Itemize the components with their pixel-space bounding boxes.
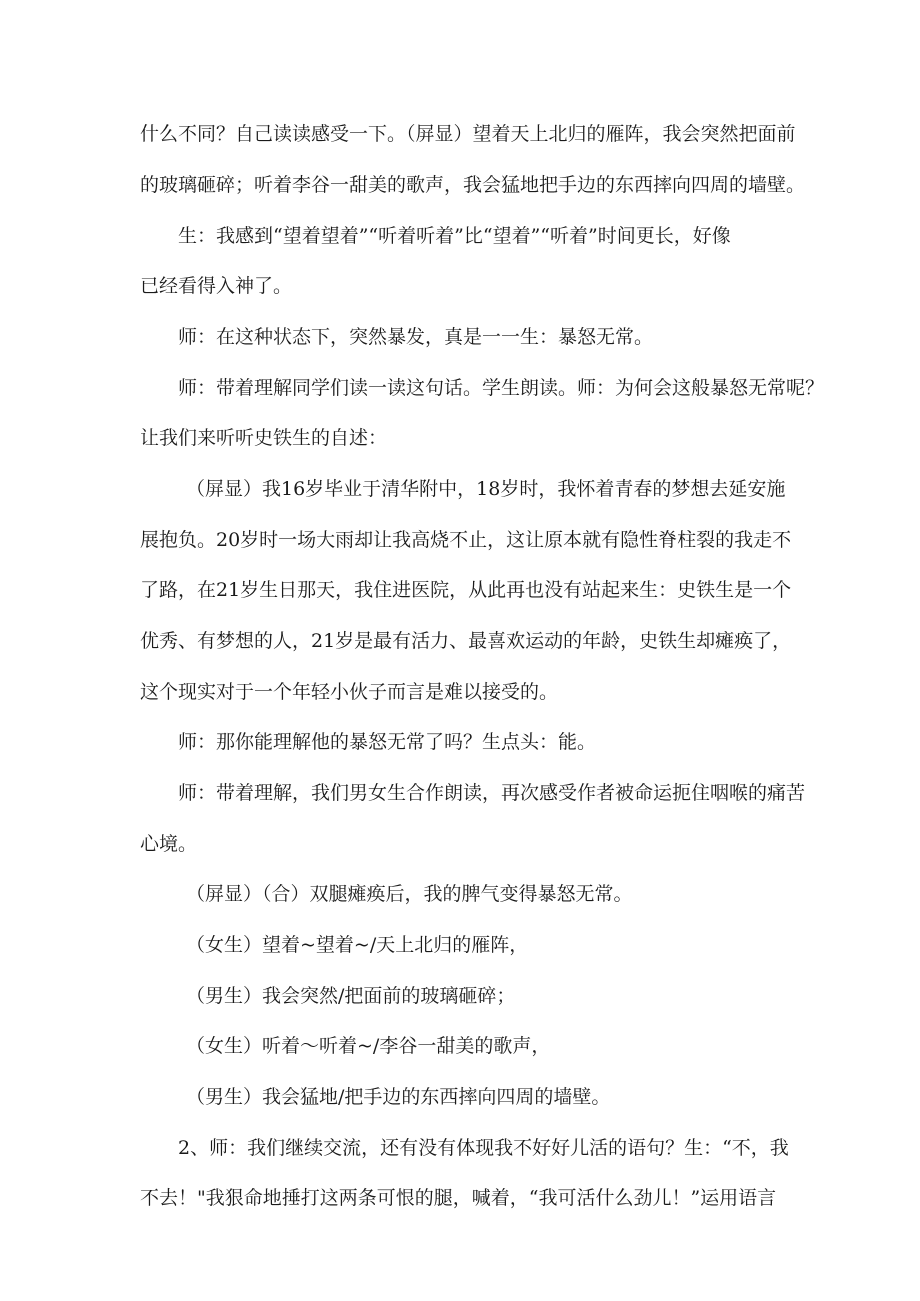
text-line: 什么不同？自己读读感受一下。（屏显）望着天上北归的雁阵，我会突然把面前 [140, 123, 796, 145]
text-line: （屏显）我16岁毕业于清华附中，18岁时，我怀着青春的梦想去延安施 [186, 478, 786, 500]
text-line: （屏显）（合）双腿瘫痪后，我的脾气变得暴怒无常。 [186, 883, 633, 905]
text-line: 了路，在21岁生日那天，我住进医院，从此再也没有站起来生：史铁生是一个 [140, 579, 792, 601]
text-line: 这个现实对于一个年轻小伙子而言是难以接受的。 [140, 681, 559, 703]
text-line: 让我们来听听史铁生的自述： [140, 427, 388, 449]
text-line: 优秀、有梦想的人，21岁是最有活力、最喜欢运动的年龄，史铁生却瘫痪了， [140, 630, 792, 652]
text-line: （女生）听着～听着~/李谷一甜美的歌声， [186, 1035, 551, 1057]
text-line: 心境。 [140, 833, 198, 855]
text-line: （男生）我会突然/把面前的玻璃砸碎； [186, 985, 516, 1007]
text-line: 师：在这种状态下，突然暴发，真是一一生：暴怒无常。 [178, 326, 654, 348]
text-line: 的玻璃砸碎；听着李谷一甜美的歌声，我会猛地把手边的东西摔向四周的墙壁。 [140, 174, 806, 196]
text-line: （男生）我会猛地/把手边的东西摔向四周的墙壁。 [186, 1086, 611, 1108]
text-line: 不去！"我狠命地捶打这两条可恨的腿，喊着，“我可活什么劲儿！”运用语言 [140, 1187, 777, 1209]
text-line: 展抱负。20岁时一场大雨却让我高烧不止，这让原本就有隐性脊柱裂的我走不 [140, 529, 792, 551]
text-line: 已经看得入神了。 [140, 275, 293, 297]
text-line: 师：带着理解，我们男女生合作朗读，再次感受作者被命运扼住咽喉的痛苦 [178, 782, 806, 804]
text-line: 师：那你能理解他的暴怒无常了吗？生点头：能。 [178, 731, 597, 753]
text-line: 生：我感到“望着望着”“听着听着”比“望着”“听着”时间更长，好像 [178, 225, 731, 247]
text-line: 师：带着理解同学们读一读这句话。学生朗读。师：为何会这般暴怒无常呢？ [178, 377, 825, 399]
text-line: 2、师：我们继续交流，还有没有体现我不好好儿活的语句？生：“不，我 [178, 1137, 789, 1159]
text-line: （女生）望着~望着~/天上北归的雁阵， [186, 934, 529, 956]
